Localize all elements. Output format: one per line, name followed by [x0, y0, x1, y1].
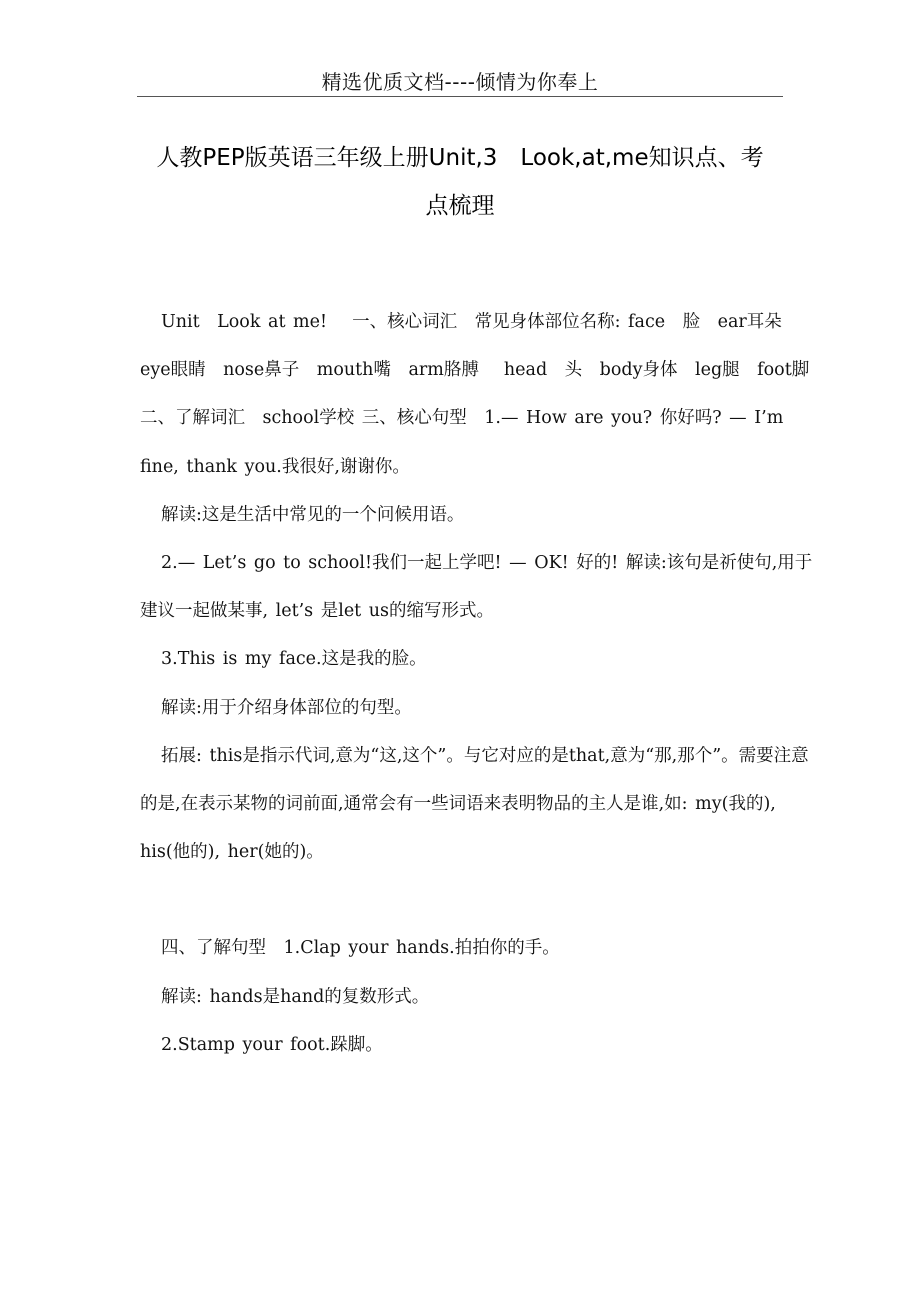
- header-divider: [137, 96, 783, 97]
- paragraph-vocab-and-sentences: Unit Look at me! 一、核心词汇 常见身体部位名称: face 脸 ear耳朵 eye眼睛 nose鼻子 mouth嘴 arm胳膊 head 头 body身体 leg腿 foot脚 二、了解词汇 school学校 三、核心句型 1.— How are you? 你好吗? — I’m fine, thank you.我很好,谢谢你。: [140, 312, 827, 477]
- paragraph-explanation-1: 解读:这是生活中常见的一个问候用语。: [161, 504, 465, 525]
- paragraph-extension: 拓展: this是指示代词,意为“这,这个”。与它对应的是that,意为“那,那个”。需要注意的是,在表示某物的词前面,通常会有一些词语来表明物品的主人是谁,如: my(我的), his(他的), her(她的)。: [140, 745, 809, 863]
- paragraph-section-4: 四、了解句型 1.Clap your hands.拍拍你的手。: [161, 938, 560, 959]
- paragraph-sentence-3: 3.This is my face.这是我的脸。: [161, 649, 427, 670]
- page-header: 精选优质文档----倾情为你奉上: [321, 70, 599, 94]
- title-line-1: 人教PEP版英语三年级上册Unit,3 Look,at,me知识点、考: [156, 145, 764, 171]
- document-body: [140, 298, 827, 1069]
- title-line-2: 点梳理: [425, 193, 495, 219]
- paragraph-explanation-4: 解读: hands是hand的复数形式。: [161, 986, 430, 1007]
- paragraph-sentence-4-2: 2.Stamp your foot.跺脚。: [161, 1034, 383, 1055]
- paragraph-sentence-2: 2.— Let’s go to school!我们一起上学吧! — OK! 好的! 解读:该句是祈使句,用于建议一起做某事, let’s 是let us的缩写形式。: [140, 553, 813, 622]
- document-title: [100, 134, 820, 230]
- paragraph-explanation-3: 解读:用于介绍身体部位的句型。: [161, 697, 412, 718]
